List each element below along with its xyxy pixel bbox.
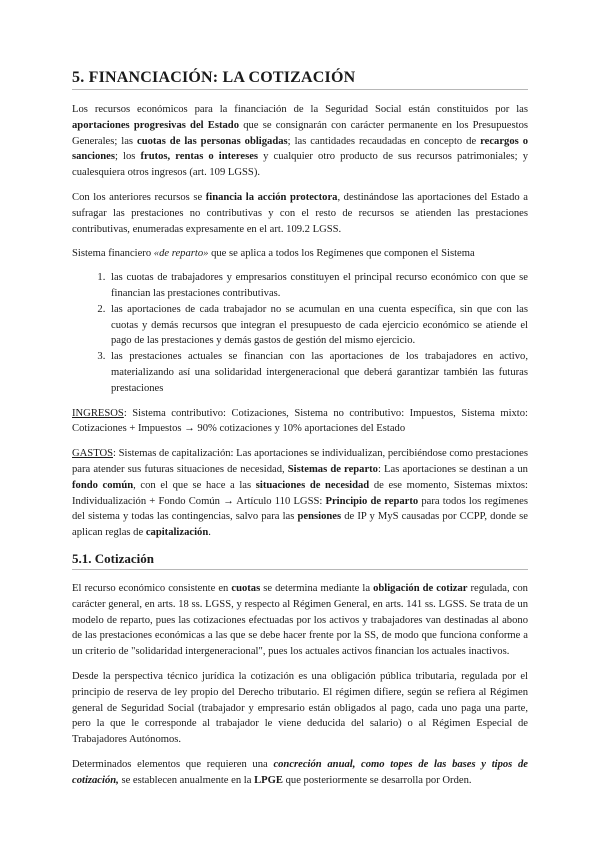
- bold-lpge: LPGE: [254, 774, 283, 786]
- section-title: 5. FINANCIACIÓN: LA COTIZACIÓN: [72, 68, 528, 90]
- list-item: 3. las prestaciones actuales se financian con las aportaciones de los trabajadores en activo, materializando así una solidaridad intergeneracional que deberá garantizar también las futuras prestaciones: [108, 349, 528, 396]
- document-content: [72, 68, 528, 797]
- paragraph-sistema-reparto: Sistema financiero «de reparto» que se aplica a todos los Regímenes que componen el Sistema: [72, 248, 475, 260]
- bold-financia: financia la acción protectora: [205, 191, 338, 203]
- reparto-list: [72, 270, 528, 396]
- bold-cuotas: cuotas de las personas obligadas: [137, 135, 288, 147]
- list-item: 2. las aportaciones de cada trabajador no se acumulan en una cuenta específica, sin que con las cuotas y demás recursos que integran el presupuesto de cada ejercicio económico se atiende el pago de las prestaciones y demás gastos de gestión del mismo ejercicio.: [108, 302, 528, 349]
- list-item: 1. las cuotas de trabajadores y empresarios constituyen el principal recurso económico con que se financian las prestaciones contributivas.: [108, 270, 528, 302]
- paragraph-lpge: Determinados elementos que requieren una concreción anual, como topes de las bases y tipos de cotización, se establecen anualmente en la LPGE que posteriormente se desarrolla por Orden.: [72, 758, 528, 786]
- gastos-label: GASTOS: [72, 448, 114, 460]
- bold-frutos: frutos, rentas o intereses: [140, 151, 259, 163]
- subsection-title: 5.1. Cotización: [72, 550, 528, 570]
- bold-pensiones: pensiones: [297, 511, 342, 523]
- bold-cuotas-word: cuotas: [231, 582, 261, 594]
- bold-situaciones: situaciones de necesidad: [255, 479, 370, 491]
- paragraph-ingresos: INGRESOS: Sistema contributivo: Cotizaciones, Sistema no contributivo: Impuestos, Sistema mixto: Cotizaciones + Impuestos → 90% cotizaciones y 10% aportaciones del Estado: [72, 407, 528, 435]
- ingresos-label: INGRESOS: [72, 407, 124, 419]
- bold-fondo-comun: fondo común: [72, 479, 134, 491]
- paragraph-accion-protectora: Con los anteriores recursos se financia la acción protectora, destinándose las aportaciones del Estado a sufragar las prestaciones no contributivas y con el resto de recursos se atienden las prestaciones contributivas, enumeradas expresamente en el art. 109.2 LGSS.: [72, 191, 528, 235]
- bold-obligacion: obligación de cotizar: [373, 582, 468, 594]
- paragraph-gastos: GASTOS: Sistemas de capitalización: Las aportaciones se individualizan, percibiéndose como prestaciones para atender sus futuras situaciones de necesidad, Sistemas de reparto: Las aportaciones se destinan a un fondo común, con el que se hace a las situaciones de necesidad de ese momento, Sistemas mixtos: Individualización + Fondo Común → Artículo 110 LGSS: Principio de reparto para todos los regímenes del sistema y todas las contingencias, salvo para las pensiones de IP y MyS causadas por CCPP, donde se aplican reglas de capitalización.: [72, 448, 529, 539]
- italic-de-reparto: «de reparto»: [153, 248, 209, 260]
- paragraph-tecnico-juridica: Desde la perspectiva técnico jurídica la cotización es una obligación pública tributaria, regulada por el principio de reserva de ley propio del Derecho tributario. El régimen difiere, según se refiera al Régimen general de Seguridad Social (trabajador y empresario están obligados al pago, cada uno paga una parte, pero la que le corresponde al trabajador le viene deducida del salario) o al Régimen Especial de Trabajadores Autónomos.: [72, 670, 528, 746]
- paragraph-cuotas: El recurso económico consistente en cuotas se determina mediante la obligación de cotizar regulada, con carácter general, en arts. 18 ss. LGSS, y respecto al Régimen General, en arts. 141 ss. LGSS. Se trata de un modelo de reparto, pues las cotizaciones efectuadas por los activos y trabajadores van destinadas al abono de las prestaciones económicas a las que se debe hacer frente por la SS, de modo que funciona conforme a un criterio de "solidaridad intergeneracional", pues los actuales activos financian los actuales inactivos.: [72, 582, 528, 658]
- bold-principio-reparto: Principio de reparto: [325, 495, 419, 507]
- bold-aportaciones: aportaciones progresivas del Estado: [72, 119, 239, 131]
- bold-capitalizacion: capitalización: [145, 527, 209, 539]
- bold-sistemas-reparto: Sistemas de reparto: [287, 463, 378, 475]
- paragraph-recursos: Los recursos económicos para la financiación de la Seguridad Social están constituidos por las aportaciones progresivas del Estado que se consignarán con carácter permanente en los Presupuestos Generales; las cuotas de las personas obligadas; las cantidades recaudadas en concepto de recargos o sanciones; los frutos, rentas o intereses y cualquier otro producto de sus recursos patrimoniales; y cualesquiera otros ingresos (art. 109 LGSS).: [72, 104, 528, 179]
- bold-recargos: recargos o sanciones: [72, 135, 528, 163]
- bold-concrecion: concreción anual, como topes de las bases y tipos de cotización,: [72, 758, 528, 786]
